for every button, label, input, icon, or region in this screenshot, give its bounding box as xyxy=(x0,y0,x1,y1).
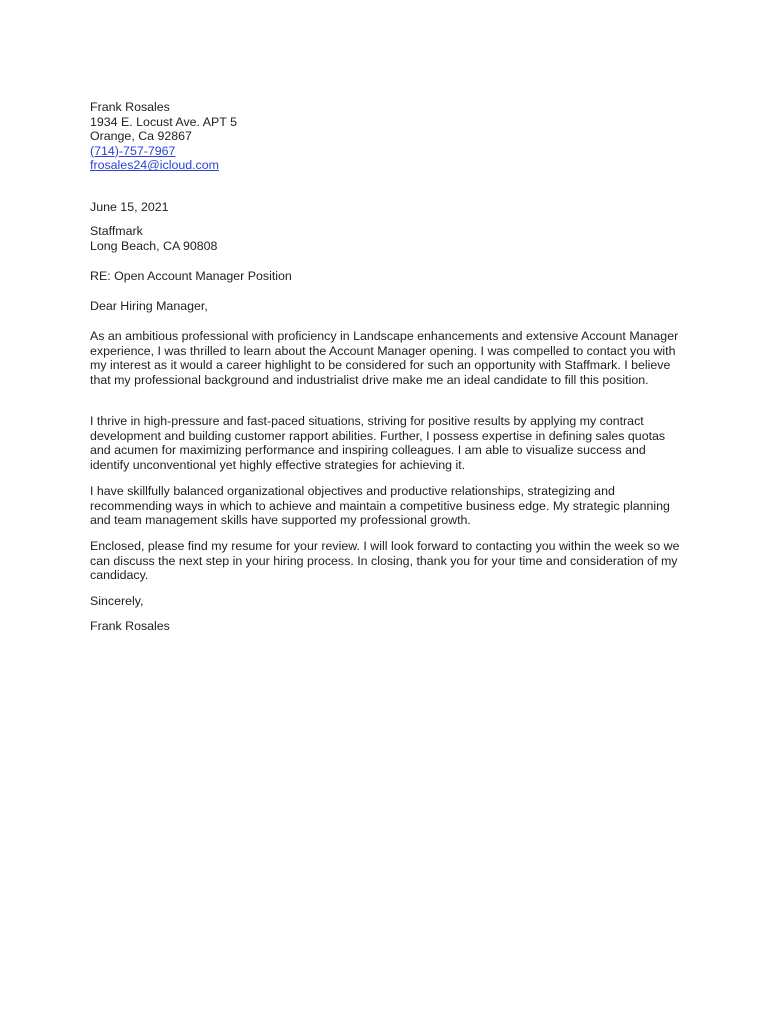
re-line xyxy=(90,269,688,284)
sender-phone-link[interactable]: (714)-757-7967 xyxy=(90,143,176,158)
recipient-city-state-zip: Long Beach, CA 90808 xyxy=(90,238,218,253)
date-text: June 15, 2021 xyxy=(90,200,169,214)
sender-name: Frank Rosales xyxy=(90,100,170,114)
re-line-text: RE: Open Account Manager Position xyxy=(90,269,292,283)
body-paragraph-4: Enclosed, please find my resume for your review. I will look forward to contacting you within the week so we can discuss the next step in your hiring process. In closing, thank you for your time and consideration of my candidacy. xyxy=(90,539,680,583)
salutation xyxy=(90,299,688,314)
recipient-company: Staffmark xyxy=(90,224,143,238)
sender-city-state-zip: Orange, Ca 92867 xyxy=(90,129,192,144)
body-paragraph-2: I thrive in high-pressure and fast-paced situations, striving for positive results by applying my contract development and building customer rapport abilities. Further, I possess expertise in defining sales quotas and acumen for maximizing performance and inspiring colleagues. I am able to visualize success and identify unconventional yet highly effective strategies for achieving it. xyxy=(90,414,666,472)
recipient-address-block xyxy=(90,224,688,253)
letter-date xyxy=(90,200,688,215)
body-paragraph-1: As an ambitious professional with proficiency in Landscape enhancements and extensive Account Manager experience, I was thrilled to learn about the Account Manager opening. I was compelled to contact you with my interest as it would a career highlight to be considered for such an opportunity with Staffmark. I believe that my professional background and industrialist drive make me an ideal candidate to fill this position. xyxy=(90,329,679,387)
closing xyxy=(90,594,688,609)
sender-address-block xyxy=(90,100,688,173)
salutation-text: Dear Hiring Manager, xyxy=(90,299,208,313)
sender-street: 1934 E. Locust Ave. APT 5 xyxy=(90,114,237,129)
body-paragraph-3: I have skillfully balanced organizational objectives and productive relationships, strategizing and recommending ways in which to achieve and maintain a competitive business edge. My strategic planning and team management skills have supported my professional growth. xyxy=(90,484,670,528)
signature-name: Frank Rosales xyxy=(90,619,170,633)
closing-text: Sincerely, xyxy=(90,594,144,608)
sender-email-link[interactable]: frosales24@icloud.com xyxy=(90,158,219,173)
signature xyxy=(90,619,688,634)
